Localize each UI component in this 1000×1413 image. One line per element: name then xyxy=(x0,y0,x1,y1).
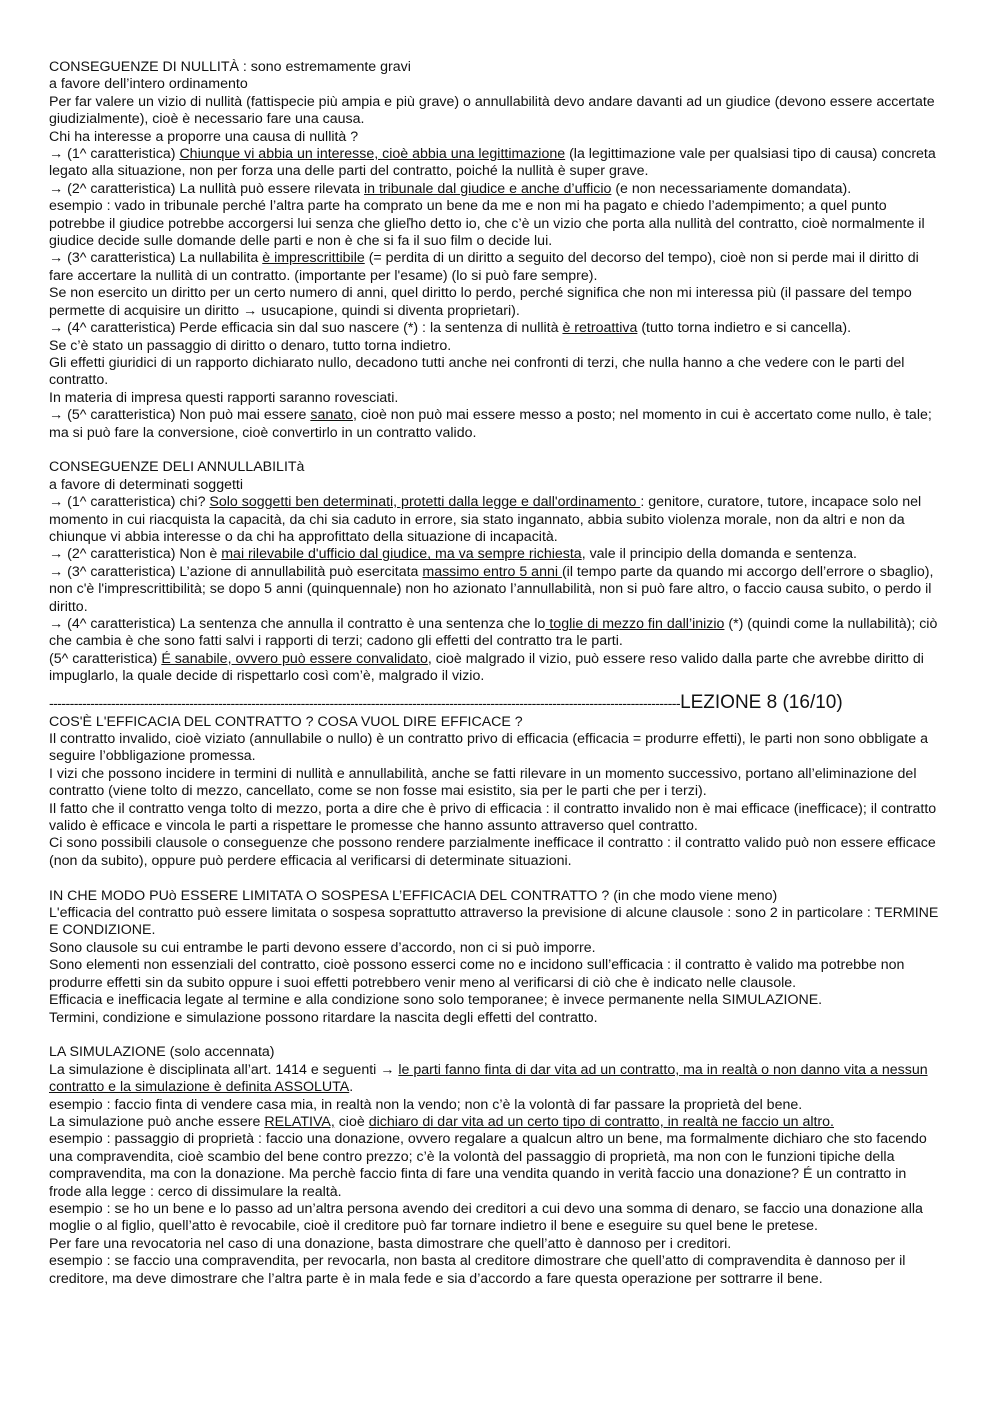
underlined-text: mai rilevabile d'ufficio dal giudice, ma va sempre richiesta xyxy=(221,546,582,563)
text: , cioè malgrado il vizio, può essere reso valido dalla parte che avrebbe diritto di impuglarlo, la quale decide di rispettarlo così com’è, malgrado il vizio. xyxy=(49,650,924,685)
paragraph: Se non esercito un diritto per un certo numero di anni, quel diritto lo perdo, perché significa che non mi interessa più (il passare del tempo permette di acquisire un diritto → usucapione, quindi si diventa proprietari). xyxy=(49,285,912,319)
subtitle: a favore di determinati soggetti xyxy=(49,476,244,493)
underlined-text: è imprescrittibile xyxy=(262,250,365,267)
text: , cioè non può mai essere messo a posto; nel momento in cui è accertato come nullo, è tale; ma si può fare la conversione, cioè convertirlo in un contratto valido. xyxy=(49,407,932,441)
paragraph: Se c’è stato un passaggio di diritto o denaro, tutto torna indietro. xyxy=(49,337,452,354)
characteristic-5 xyxy=(49,651,940,686)
underlined-text: Chiunque vi abbia un interesse, cioè abbia una legittimazione xyxy=(179,146,566,163)
text: cioè xyxy=(334,1113,369,1130)
text: (= perdita di un diritto a seguito del decorso del tempo), cioè non si perde mai il diritto di fare accertare la nullità di un contratto. (importante per l'esame) (lo si può fare sempre). xyxy=(49,250,919,284)
example: esempio : passaggio di proprietà : faccio una donazione, ovvero regalare a qualcun altro un bene, ma formalmente dichiaro che sto facendo una compravendita, cioè scambio del bene contro prezzo; c’è la volontà del passaggio di proprietà, ma non con le funzioni tipiche della compravendita, ma con la donazione. Ma perchè faccio finta di fare una vendita quando in verità faccio una donazione? É un contratto in frode alla legge : cerco di dissimulare la realtà. xyxy=(49,1131,927,1200)
text: → (1^ caratteristica) chi? xyxy=(49,494,210,511)
text: → (4^ caratteristica) Perde efficacia sin dal suo nascere (*) : la sentenza di nullità xyxy=(49,320,563,337)
paragraph: Sono clausole su cui entrambe le parti devono essere d’accordo, non ci si può imporre. xyxy=(49,939,596,956)
paragraph: Per fare una revocatoria nel caso di una donazione, basta dimostrare che quell’atto è dannoso per i creditori. xyxy=(49,1235,732,1252)
text: (la legittimazione vale per qualsiasi tipo di causa) concreta legato alla situazione, non per forza una delle parti del contratto, poiché la nullità è super grave. xyxy=(49,146,936,180)
text: : genitore, curatore, tutore, incapace solo nel momento in cui riacquista la capacità, da chi sia caduto in errore, sia stato ingannato, abbia subito violenza morale, non da altri e non da chiunque vi abbia interesse o da chi ha approfittato della situazione di incapacità. xyxy=(49,494,922,545)
text: → (1^ caratteristica) xyxy=(49,146,180,163)
text: → (2^ caratteristica) La nullità può essere rilevata xyxy=(49,180,364,197)
paragraph: Per far valere un vizio di nullità (fattispecie più ampia e più grave) o annullabilità devo andare davanti ad un giudice (devono essere accertate giudizialmente), cioè è necessario fare una causa. xyxy=(49,93,935,128)
example: esempio : vado in tribunale perché l’altra parte ha comprato un bene da me e non mi ha pagato e chiedo l’adempimento; a quel punto potrebbe il giudice potrebbe accorgersi lui senza che glieľho detto io, che c’è un vizio che porta alla nullità del contratto, cioè normalmente il giudice decide sulle domande delle parti e non è che si fa il suo film o decide lui. xyxy=(49,198,925,250)
underlined-text: è retroattiva xyxy=(562,320,638,337)
spacer xyxy=(49,1027,940,1044)
paragraph: L'efficacia del contratto può essere limitata o sospesa soprattutto attraverso la previsione di alcune clausole : sono 2 in particolare : TERMINE E CONDIZIONE. xyxy=(49,905,939,939)
underlined-text: RELATIVA, xyxy=(264,1113,335,1130)
characteristic-3 xyxy=(49,564,940,616)
section-title-simulazione: LA SIMULAZIONE (solo accennata) xyxy=(49,1044,275,1061)
paragraph: Il contratto invalido, cioè viziato (annullabile o nullo) è un contratto privo di efficacia (efficacia = produrre effetti), le parti non sono obbligate a seguire l’obbligazione promessa. xyxy=(49,731,928,765)
paragraph: Sono elementi non essenziali del contratto, cioè possono esserci come no e incidono sull’efficacia : il contratto è valido ma potrebbe non produrre effetti sin da subito oppure i suoi effetti potrebbero venir meno al verificarsi di ciò che è indicato nelle clausole. xyxy=(49,957,905,991)
lezione-title: LEZIONE 8 (16/10) xyxy=(680,691,843,713)
example: esempio : se faccio una compravendita, per revocarla, non basta al creditore dimostrare che quell’atto di compravendita è dannoso per il creditore, ma deve dimostrare che l’altra parte è in mala fede e sia d’accordo a fare questa operazione per sottrarre il bene. xyxy=(49,1253,906,1287)
lezione-header xyxy=(49,692,940,714)
underlined-text: le parti fanno finta di dar vita ad un contratto, ma in realtà o non danno vita a nessun contratto e la simulazione è definita ASSOLUTA xyxy=(49,1061,928,1096)
question: Chi ha interesse a proporre una causa di nullità ? xyxy=(49,128,359,145)
example: esempio : se ho un bene e lo passo ad un’altra persona avendo dei creditori a cui devo una somma di denaro, se faccio una donazione alla moglie o al figlio, quell’atto è revocabile, cioè il creditore può far tornare indietro il bene e eseguire su quel bene le pretese. xyxy=(49,1200,923,1235)
characteristic-2 xyxy=(49,546,940,563)
underlined-text: massimo entro 5 anni xyxy=(422,563,562,580)
text: . xyxy=(349,1079,354,1096)
paragraph: Gli effetti giuridici di un rapporto dichiarato nullo, decadono tutti anche nei confronti di terzi, che nulla hanno a che vedere con le parti del contratto. xyxy=(49,354,905,389)
text: (5^ caratteristica) xyxy=(49,650,162,667)
text: (tutto torna indietro e si cancella). xyxy=(637,320,852,337)
text: → (2^ caratteristica) Non è xyxy=(49,546,222,563)
underlined-text: dichiaro di dar vita ad un certo tipo di contratto, in realtà ne faccio un altro. xyxy=(368,1113,834,1130)
text: La simulazione è disciplinata all’art. 1414 e seguenti → xyxy=(49,1061,399,1078)
underlined-text: toglie di mezzo fin dall’inizio xyxy=(545,615,725,632)
paragraph: Termini, condizione e simulazione possono ritardare la nascita degli effetti del contratto. xyxy=(49,1009,598,1026)
text: , vale il principio della domanda e sentenza. xyxy=(581,546,857,563)
paragraph: I vizi che possono incidere in termini di nullità e annullabilità, anche se fatti rilevare in un momento successivo, portano all’eliminazione del contratto (viene tolto di mezzo, cancellato, come se non fosse mai esistito, sia per le parti che per i terzi). xyxy=(49,765,917,800)
paragraph xyxy=(49,1114,940,1131)
section-title-limitata: IN CHE MODO PUò ESSERE LIMITATA O SOSPESA L’EFFICACIA DEL CONTRATTO ? (in che modo viene meno) xyxy=(49,887,778,904)
paragraph: Ci sono possibili clausole o conseguenze che possono rendere parzialmente inefficace il contratto : il contratto valido può non essere efficace (non da subito), oppure può perdere efficacia al verificarsi di determinate situazioni. xyxy=(49,835,936,869)
text: (e non necessariamente domandata). xyxy=(611,180,852,197)
characteristic-1 xyxy=(49,494,940,546)
characteristic-3 xyxy=(49,250,940,285)
text: → (4^ caratteristica) La sentenza che annulla il contratto è una sentenza che lo xyxy=(49,615,546,632)
text: (il tempo parte da quando mi accorgo dell’errore o sbaglio), non c'è l'imprescrittibilità; se dopo 5 anni (quinquennale) non ho azionato l’annullabilità, non si può fare altro, o faccio causa subito, o perdo il diritto. xyxy=(49,563,934,615)
text: La simulazione può anche essere xyxy=(49,1113,265,1130)
text: → (3^ caratteristica) La nullabilita xyxy=(49,250,263,267)
example: esempio : faccio finta di vendere casa mia, in realtà non la vendo; non c’è la volontà di far passare la proprietà del bene. xyxy=(49,1096,803,1113)
spacer xyxy=(49,870,940,887)
text: (*) (quindi come la nullabilità); ciò che cambia è che sono fatti salvi i rapporti di terzi; cadono gli effetti del contratto tra le parti. xyxy=(49,615,938,650)
spacer xyxy=(49,442,940,459)
section-title-annullabilita: CONSEGUENZE DELI ANNULLABILITà xyxy=(49,459,305,476)
underlined-text: Solo soggetti ben determinati, protetti dalla legge e dall'ordinamento xyxy=(209,494,641,511)
characteristic-2 xyxy=(49,181,940,198)
text: → (3^ caratteristica) L’azione di annullabilità può esercitata xyxy=(49,563,423,580)
paragraph: In materia di impresa questi rapporti saranno rovesciati. xyxy=(49,389,399,406)
dash-divider: --------------------------------------------------------------------------------------------------------------------------------------------------------- xyxy=(49,695,681,712)
characteristic-4 xyxy=(49,616,940,651)
section-title-efficacia: COS'È L'EFFICACIA DEL CONTRATTO ? COSA VUOL DIRE EFFICACE ? xyxy=(49,713,523,730)
characteristic-4 xyxy=(49,320,940,337)
section-title-nullita: CONSEGUENZE DI NULLITÀ : sono estremamente gravi xyxy=(49,59,411,75)
paragraph: Efficacia e inefficacia legate al termine e alla condizione sono solo temporanee; è invece permanente nella SIMULAZIONE. xyxy=(49,992,823,1009)
subtitle: a favore dell’intero ordinamento xyxy=(49,76,248,93)
characteristic-1 xyxy=(49,146,940,181)
paragraph xyxy=(49,1062,940,1097)
paragraph: Il fatto che il contratto venga tolto di mezzo, porta a dire che è privo di efficacia : il contratto invalido non è mai efficace (inefficace); il contratto valido è efficace e vincola le parti a rispettare le promesse che hanno assunto attraverso quel contratto. xyxy=(49,800,937,835)
underlined-text: sanato xyxy=(310,407,353,424)
underlined-text: É sanabile, ovvero può essere convalidato xyxy=(161,650,428,667)
text: → (5^ caratteristica) Non può mai essere xyxy=(49,407,311,424)
underlined-text: in tribunale dal giudice e anche d’ufficio xyxy=(363,180,612,197)
characteristic-5 xyxy=(49,407,940,442)
